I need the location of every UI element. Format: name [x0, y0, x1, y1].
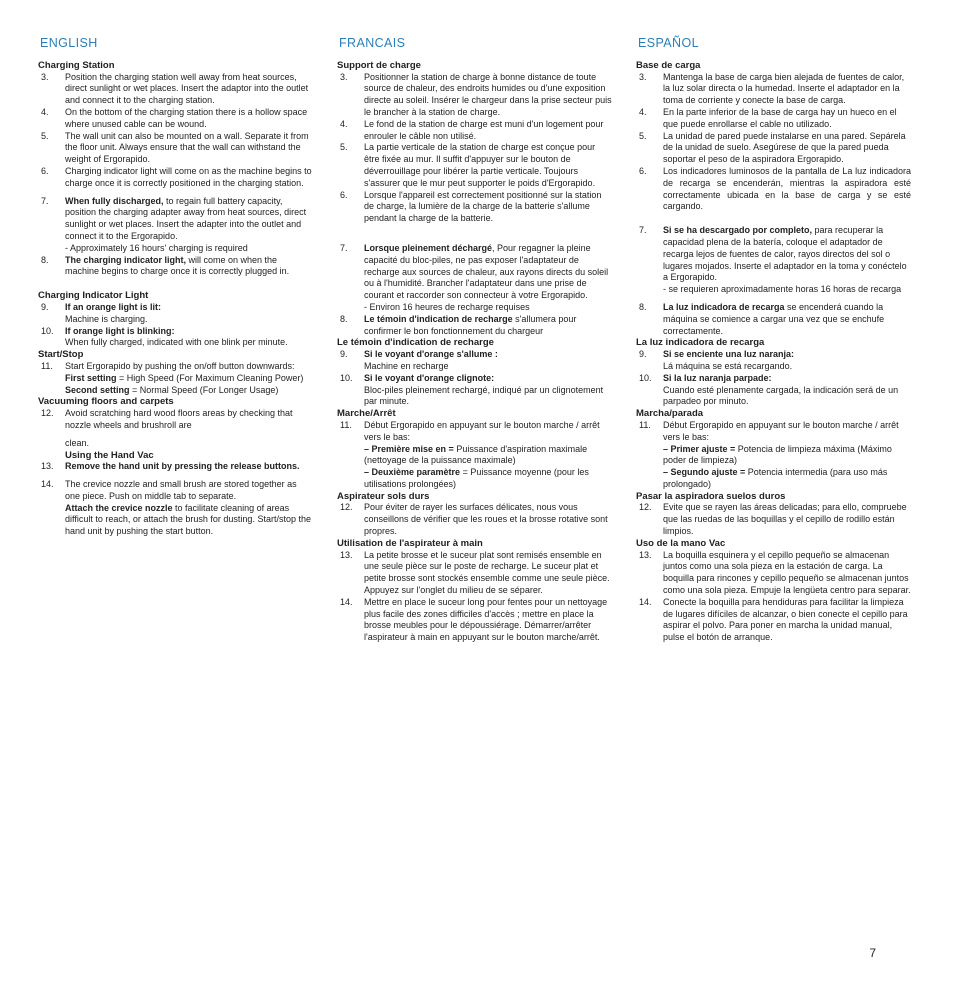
list-item: 3. Positionner la station de charge à bonne distance de toute source de chaleur, des endroits humides ou d'une exposition directe au soleil. Insérer le chargeur dans la prise secteur puis le brancher à la station de charge.: [340, 71, 612, 117]
section-title: Support de charge: [337, 59, 421, 71]
list-item: 8. La luz indicadora de recarga se encenderá cuando la máquina se comience a cargar una vez que se enchufe correctamente.: [639, 301, 885, 336]
list-item: 3. Mantenga la base de carga bien alejada de fuentes de calor, la luz solar directa o la humedad. Inserte el adaptador en la toma de corriente y conecte la base de carga.: [639, 71, 905, 106]
list-item: 14. Conecte la boquilla para hendiduras para facilitar la limpieza de lugares difíciles de alcanzar, o bien conecte el cepillo para aspirar el polvo. Para poner en marcha la unidad manual, pulse el botón de arranque.: [639, 596, 908, 643]
list-item: 13. Remove the hand unit by pressing the release buttons.: [41, 461, 300, 472]
list-item: 12. Avoid scratching hard wood floors areas by checking that nozzle wheels and brushroll are: [41, 408, 293, 430]
list-item: 14. Mettre en place le suceur long pour fentes pour un nettoyage plus facile des zones difficiles d'accès ; mettre en place la brosse meubles pour le dépoussiérage. Démarrer/arrêter l'aspirateur à main en appuyant sur le bouton marche/arrêt.: [340, 596, 608, 643]
list-item: 13. La boquilla esquinera y el cepillo pequeño se almacenan juntos como una sola pieza en la estación de carga. La boquilla para rincones y cepillo pequeño se almacenan juntos como una sola pieza. Empuje la lengüeta centro para separar.: [639, 549, 911, 596]
section-title: Using the Hand Vac: [65, 449, 154, 461]
page-number: 7: [869, 946, 876, 960]
section-title: Start/Stop: [38, 349, 84, 361]
list-item: 7. When fully discharged, to regain full battery capacity, position the charging adapter away from heat sources, direct sunlight or wet places. Insert the adapter into the outlet and connect it to the Ergorapido. - Approximately 16 hours' charging is required: [41, 195, 307, 253]
section-title: Uso de la mano Vac: [636, 537, 726, 549]
section-title: Le témoin d'indication de recharge: [337, 337, 494, 349]
column-spanish: [636, 38, 911, 644]
list-item: 9. If an orange light is lit: Machine is charging.: [41, 301, 162, 324]
list-item: 9. Si le voyant d'orange s'allume : Machine en recharge: [340, 349, 498, 371]
list-item: 8. Le témoin d'indication de recharge s'allumera pour confirmer le bon fonctionnement du chargeur: [340, 313, 577, 336]
list-item: 9. Si se enciente una luz naranja: Lá máquina se está recargando.: [639, 349, 795, 371]
list-item: 10. If orange light is blinking: When fully charged, indicated with one blink per minute.: [41, 325, 288, 348]
list-item: 4. On the bottom of the charging station there is a hollow space where unused cable can be wound.: [41, 106, 308, 129]
list-item: 4. Le fond de la station de charge est muni d'un logement pour enrouler le câble non utilisé.: [340, 118, 604, 141]
section-title: Vacuuming floors and carpets: [38, 396, 174, 408]
list-item: 6. Charging indicator light will come on as the machine begins to charge once it is correctly positioned in the charging station.: [41, 165, 312, 188]
list-item: 11. Start Ergorapido by pushing the on/off button downwards: First setting = High Speed (For Maximum Cleaning Power) Second setting = Normal Speed (For Longer Usage): [41, 360, 304, 395]
list-item: 12. Pour éviter de rayer les surfaces délicates, nous vous conseillons de vérifier que les roues et la brosse rotative sont propres.: [340, 502, 608, 537]
list-item: 3. Position the charging station well away from heat sources, direct sunlight or wet places. Insert the adaptor into the outlet and connect it to the charging station.: [41, 71, 309, 106]
section-title: La luz indicadora de recarga: [636, 337, 765, 349]
section-title: Marcha/parada: [636, 408, 704, 420]
section-title: Aspirateur sols durs: [337, 490, 430, 502]
language-heading: ENGLISH: [40, 36, 98, 50]
list-item: 6. Los indicadores luminosos de la pantalla de La luz indicadora de recarga se encenderán, mientras la aspiradora esté correctamente ubicada en la base de carga y se esté cargando.: [639, 165, 911, 212]
list-item: 14. The crevice nozzle and small brush are stored together as one piece. Push on middle tab to separate. Attach the crevice nozzle to facilitate cleaning of areas difficult to reach, or attach the brush for dusting. Start/stop the hand unit by pushing the start button.: [41, 479, 311, 537]
section-title: Pasar la aspiradora suelos duros: [636, 490, 786, 502]
list-item: 5. La unidad de pared puede instalarse en una pared. Sepárela de la unidad de suelo. Asegúrese de que la pared pueda soportar el peso de la aspiradora Ergorapido.: [639, 130, 906, 165]
list-item: 13. La petite brosse et le suceur plat sont remisés ensemble en une seule pièce sur le poste de recharge. Le suceur plat et petite brosse sont stockés ensemble comme une seule pièce. Appuyez sur l'onglet du milieu de se séparer.: [340, 549, 610, 596]
section-title: Marche/Arrêt: [337, 408, 396, 420]
language-heading: FRANCAIS: [339, 36, 406, 50]
list-item: 6. Lorsque l'appareil est correctement positionné sur la station de charge, la lumière de la charge de la batterie s'allume pendant la charge de la batterie.: [340, 189, 602, 224]
list-item: 7. Lorsque pleinement déchargé, Pour regagner la pleine capacité du bloc-piles, ne pas exposer l'adaptateur de recharge aux sources de chaleur, aux rayons directs du soleil ou à l'humidité. Brancher l'adaptateur dans une prise de courant et raccorder son connecteur à votre Ergorapido. - Environ 16 heures de recharge requises: [340, 242, 609, 312]
column-french: [337, 38, 612, 644]
list-item: 11. Début Ergorapido en appuyant sur le bouton marche / arrêt vers le bas: – Primer ajuste = Potencia de limpieza máxima (Máximo poder de limpieza) – Segundo ajuste = Potencia intermedia (para uso más prolongado): [639, 419, 899, 489]
list-item: 5. La partie verticale de la station de charge est conçue pour être fixée au mur. Il suffit d'appuyer sur le bouton de déverrouillage pour libérer la partie verticale. Toujours s'assurer que le mur peut supporter le poids d'Ergorapido.: [340, 142, 596, 188]
list-item: 5. The wall unit can also be mounted on a wall. Separate it from the floor unit. Always ensure that the wall can withstand the weight of Ergorapido.: [41, 130, 309, 165]
list-item: 8. The charging indicator light, will come on when the machine begins to charge once it is correctly plugged in.: [41, 254, 290, 277]
continued-text: clean.: [65, 437, 90, 448]
column-english: [38, 38, 313, 538]
language-heading: ESPAÑOL: [638, 36, 699, 50]
list-item: 12. Evite que se rayen las áreas delicadas; para ello, compruebe que las ruedas de las boquillas y el cepillo de rodillo están limpios.: [639, 502, 907, 537]
section-title: Base de carga: [636, 59, 701, 71]
list-item: 7. Si se ha descargado por completo, para recuperar la capacidad plena de la batería, coloque el adaptador de recarga lejos de fuentes de calor, rayos directos del sol o lugares mojados. Inserte el adaptador en la toma y conéctelo a Ergorapido. - se requieren aproximadamente horas 16 horas de recarga: [639, 225, 907, 295]
list-item: 4. En la parte inferior de la base de carga hay un hueco en el que puede enrollarse el cable no utilizado.: [639, 106, 897, 129]
list-item: 10. Si la luz naranja parpade: Cuando esté plenamente cargada, la indicación será de un parpadeo por minuto.: [639, 372, 899, 407]
list-item: 11. Début Ergorapido en appuyant sur le bouton marche / arrêt vers le bas: – Première mise en = Puissance d'aspiration maximale (nettoyage de la puissance maximale) – Deuxième paramètre = Puissance moyenne (pour les utilisations prolongées): [340, 419, 600, 489]
section-title: Charging Station: [38, 59, 115, 71]
section-title: Charging Indicator Light: [38, 290, 149, 302]
section-title: Utilisation de l'aspirateur à main: [337, 537, 483, 549]
list-item: 10. Si le voyant d'orange clignote: Bloc-piles pleinement rechargé, indiqué par un clignotement par minute.: [340, 372, 604, 407]
